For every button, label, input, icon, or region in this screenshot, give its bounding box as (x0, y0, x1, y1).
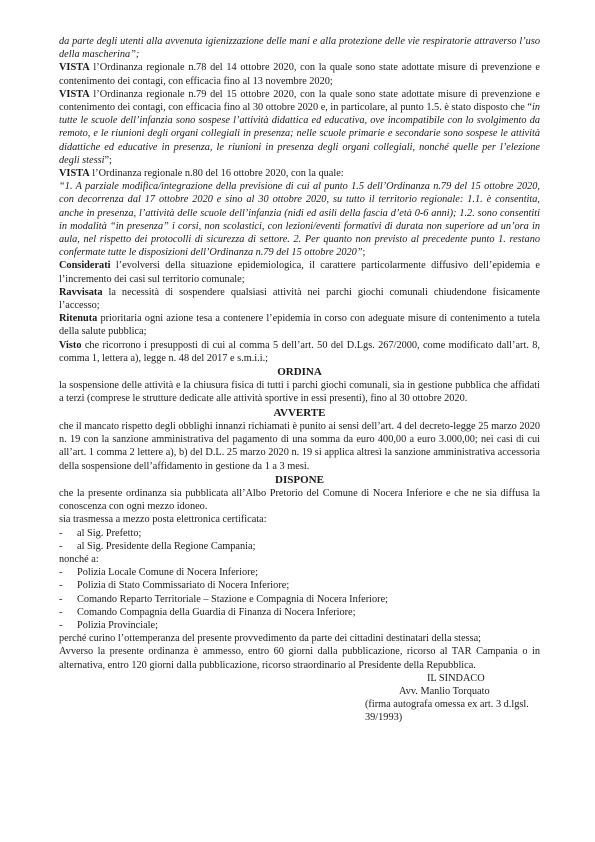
vista-paragraph-80 (59, 167, 540, 180)
list-item: - Comando Compagnia della Guardia di Finanza di Nocera Inferiore; (59, 606, 540, 619)
vista-label: VISTA (59, 62, 90, 74)
signature-name: Avv. Manlio Torquato (399, 685, 490, 697)
vista-paragraph-78 (59, 61, 540, 87)
nonche-line: nonché a: (59, 553, 99, 565)
vista-text: l’Ordinanza regionale n.78 del 14 ottobre 2020, con la quale sono state adottate misure di prevenzione e contenimento dei contagi, con efficacia fino al 13 novembre 2020; (59, 62, 540, 87)
ricorso-paragraph: Avverso la presente ordinanza è ammesso, entro 60 giorni dalla pubblicazione, ricorso al TAR Campania o in alternativa, entro 120 giorni dalla pubblicazione, ricorso straordinario al Presidente della Repubblica. (59, 646, 540, 671)
intro-continuation: da parte degli utenti alla avvenuta igienizzazione delle mani e alla protezione delle vie respiratorie attraverso l’uso della mascherina”; (59, 36, 540, 61)
dispone-text: che la presente ordinanza sia pubblicata all’Albo Pretorio del Comune di Nocera Inferiore e che ne sia diffusa la conoscenza con ogni mezzo idoneo. (59, 487, 540, 513)
list-item: - Polizia Provinciale; (59, 619, 540, 632)
visto-paragraph (59, 339, 540, 365)
visto-text: che ricorrono i presupposti di cui al comma 5 dell’art. 50 del D.Lgs. 267/2000, come modificato dall’art. 8, comma 1, lettera a), legge n. 48 del 2017 e s.m.i.i.; (59, 339, 540, 364)
ordinance-page (59, 35, 540, 725)
vista-text: l’Ordinanza regionale n.80 del 16 ottobre 2020, con la quale: (89, 168, 344, 180)
list-item: - Comando Reparto Territoriale – Stazione e Compagnia di Nocera Inferiore; (59, 593, 540, 606)
avverte-text: che il mancato rispetto degli obblighi innanzi richiamati è punito ai sensi dell’art. 4 del decreto-legge 25 marzo 2020 n. 19 con la sanzione amministrativa del pagamento di una somma da euro 400,00 a euro 3.000,00; nei casi di cui all’art. 1 comma 2 lettere a), b) del D.L. 25 marzo 2020 n. 19 si applica altresì la sanzione amministrativa accessoria della sospensione dell’affidamento in gestione da 1 a 3 mesi. (59, 420, 540, 472)
pec-line: sia trasmessa a mezzo posta elettronica certificata: (59, 514, 267, 526)
vista-quote-close: ”; (104, 154, 112, 166)
ritenuta-paragraph (59, 312, 540, 338)
avverte-heading: AVVERTE (273, 406, 326, 419)
vista-quote: in tutte le scuole dell’infanzia sono sospese l’attività didattica ed educativa, ove incompatibile con lo svolgimento da remoto, e le riunioni degli organi collegiali in presenza; nelle scuole primarie e secondarie sono sospese le attività didattiche ed educative in presenza, le riunioni in presenza degli organi collegiali, nonché quelle per l’elezione degli stessi (59, 102, 540, 166)
list-item: - al Sig. Prefetto; (59, 527, 540, 540)
vista-quote-close: ; (362, 247, 366, 259)
signature-title: IL SINDACO (427, 672, 485, 684)
list-item: - al Sig. Presidente della Regione Campania; (59, 540, 540, 553)
considerati-label: Considerati (59, 260, 111, 272)
vista-80-quote-paragraph (59, 180, 540, 259)
ritenuta-label: Ritenuta (59, 313, 98, 325)
vista-label: VISTA (59, 168, 90, 180)
dispone-heading: DISPONE (275, 473, 324, 486)
recipients-list-primary (59, 527, 540, 553)
vista-label: VISTA (59, 88, 90, 100)
visto-label: Visto (59, 339, 82, 351)
list-item: - Polizia Locale Comune di Nocera Inferiore; (59, 566, 540, 579)
ravvisata-label: Ravvisata (59, 286, 103, 298)
signature-note: (firma autografa omessa ex art. 3 d.lgsl. 39/1993) (365, 699, 529, 724)
ordina-text: la sospensione delle attività e la chiusura fisica di tutti i parchi giochi comunali, sia in gestione pubblica che affidati a terzi (comprese le strutture dedicate alle attività sportive in essi presenti), fino al 30 ottobre 2020. (59, 380, 540, 405)
vista-text: l’Ordinanza regionale n.79 del 15 ottobre 2020, con la quale sono state adottate misure di prevenzione e contenimento dei contagi, con efficacia fino al 30 ottobre 2020 e, in particolare, al punto 1.5. è stato disposto che “ (59, 88, 540, 114)
ravvisata-text: la necessità di sospendere qualsiasi attività nei parchi giochi comunali chiudendone fisicamente l’accesso; (59, 286, 540, 312)
list-item: - Polizia di Stato Commissariato di Nocera Inferiore; (59, 579, 540, 592)
signature-block (365, 672, 540, 725)
ravvisata-paragraph (59, 286, 540, 312)
recipients-list-secondary (59, 566, 540, 632)
considerati-text: l’evolversi della situazione epidemiologica, il carattere particolarmente diffusivo dell’epidemia e l’incremento dei casi sul territorio comunale; (59, 260, 540, 285)
ordina-heading: ORDINA (277, 366, 322, 379)
vista-quote: “1. A parziale modifica/integrazione della previsione di cui al punto 1.5 dell’Ordinanza n.79 del 15 ottobre 2020, con decorrenza dal 17 ottobre 2020 e sino al 30 ottobre 2020, su tutto il territorio regionale: 1.1. è consentita, anche in presenza, l’attività delle scuole dell’infanzia (nidi ed asili della fascia d’età 0-6 anni); 1.2. sono consentiti in modalità “in presenza” i corsi, non scolastici, con lezioni/eventi formativi di durata non superiore ad un’ora in aula, nel rispetto dei protocolli di sicurezza di settore. 2. Per quanto non previsto al precedente punto 1. restano confermate tutte le disposizioni dell’Ordinanza n.79 del 15 ottobre 2020” (59, 181, 540, 259)
vista-paragraph-79 (59, 88, 540, 167)
ritenuta-text: prioritaria ogni azione tesa a contenere l’epidemia in corso con adeguate misure di contenimento a tutela della salute pubblica; (59, 313, 540, 338)
perche-line: perché curino l’ottemperanza del presente provvedimento da parte dei cittadini destinatari della stessa; (59, 633, 482, 645)
considerati-paragraph (59, 259, 540, 285)
